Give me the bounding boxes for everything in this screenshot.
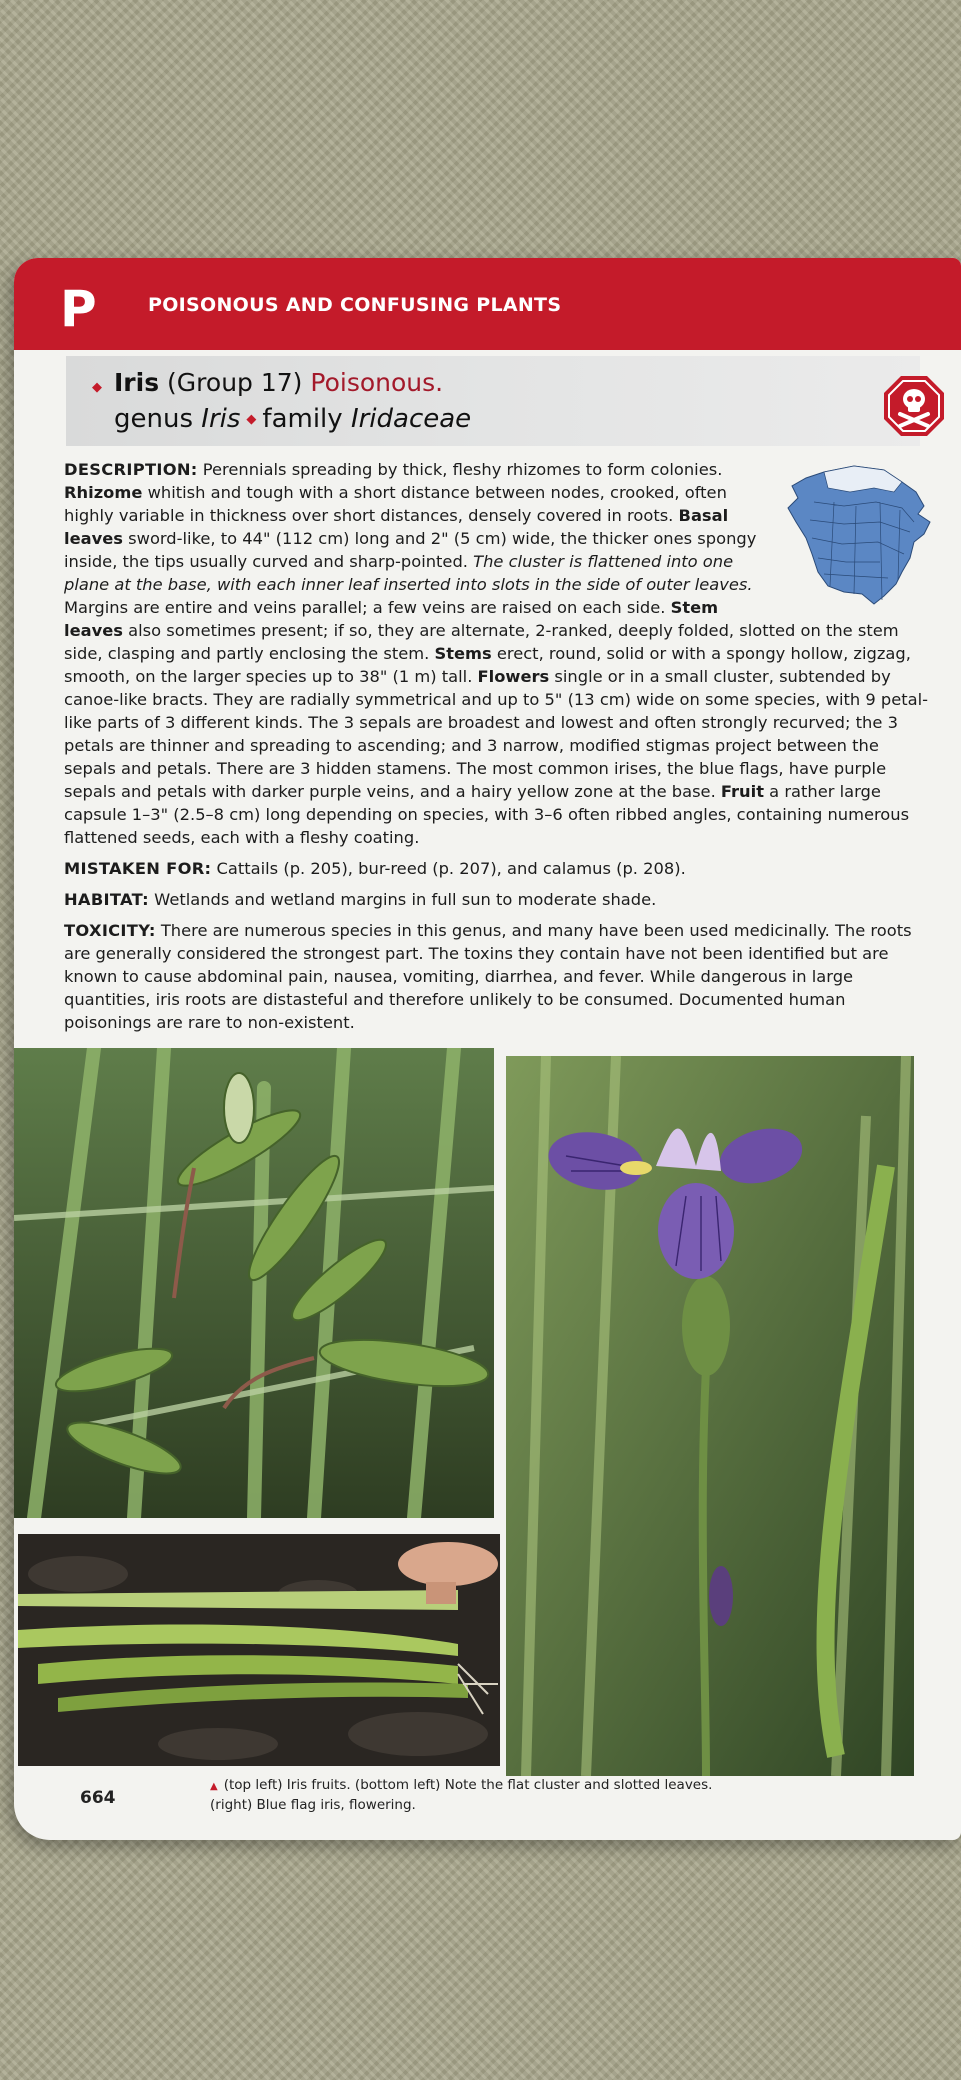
section-letter: P — [60, 280, 97, 338]
diamond-bullet-icon: ◆ — [92, 380, 102, 395]
taxonomy-line: genus Iris ◆ family Iridaceae — [114, 404, 472, 434]
caption-triangle-icon: ▲ — [210, 1781, 218, 1792]
photo-caption: ▲ (top left) Iris fruits. (bottom left) Note the flat cluster and slotted leaves. (right) Blue flag iris, flowering. — [210, 1777, 713, 1813]
book-page — [14, 258, 961, 1840]
description-label: DESCRIPTION: — [64, 460, 198, 479]
genus-name: Iris — [201, 404, 241, 434]
mistaken-for-paragraph: MISTAKEN FOR: Cattails (p. 205), bur-reed (p. 207), and calamus (p. 208). — [64, 859, 686, 878]
species-title-box — [66, 356, 920, 446]
poison-status: Poisonous. — [310, 368, 444, 397]
photo-blue-flag-iris — [506, 1056, 914, 1776]
article-body — [64, 458, 934, 1042]
skull-crossbones-icon — [882, 374, 946, 438]
toxicity-label: TOXICITY: — [64, 921, 156, 940]
range-map — [784, 462, 934, 614]
section-banner — [14, 258, 961, 350]
toxicity-paragraph: TOXICITY: There are numerous species in this genus, and many have been used medicinally. The roots are generally considered the strongest part. The toxins they contain have not been identified but are known to cause abdominal pain, nausea, vomiting, diarrhea, and fever. While dangerous in large quantities, iris roots are distasteful and therefore unlikely to be consumed. Documented human poisonings are rare to non-existent. — [64, 921, 912, 1032]
photo-slotted-leaves — [18, 1534, 500, 1766]
description-paragraph: DESCRIPTION: Perennials spreading by thick, fleshy rhizomes to form colonies. Rhizome whitish and tough with a short distance between nodes, crooked, often highly variable in thickness over short distances, densely covered in roots. Basal leaves sword-like, to 44" (112 cm) long and 2" (5 cm) wide, the thicker ones spongy inside, the tips usually curved and sharp-pointed. The cluster is flattened into one plane at the base, with each inner leaf inserted into slots in the side of outer leaves. Margins are entire and veins parallel; a few veins are raised on each side. Stem leaves also sometimes present; if so, they are alternate, 2-ranked, deeply folded, slotted on the stem side, clasping and partly enclosing the stem. Stems erect, round, solid or with a spongy hollow, zigzag, smooth, on the larger species up to 38" (1 m) tall. Flowers single or in a small cluster, subtended by canoe-like bracts. They are radially symmetrical and up to 5" (13 cm) wide on some species, with 9 petal-like parts of 3 different kinds. The 3 sepals are broadest and lowest and often strongly recurved; the 3 petals are thinner and spreading to ascending; and 3 narrow, modified stigmas project between the sepals and petals. There are 3 hidden stamens. The most common irises, the blue flags, have purple sepals and petals with darker purple veins, and a hairy yellow zone at the base. Fruit a rather large capsule 1–3" (2.5–8 cm) long depending on species, with 3–6 often ribbed angles, containing numerous flattened seeds, each with a fleshy coating. — [64, 458, 934, 849]
habitat-label: HABITAT: — [64, 890, 149, 909]
diamond-separator-icon: ◆ — [246, 412, 257, 427]
habitat-paragraph: HABITAT: Wetlands and wetland margins in full sun to moderate shade. — [64, 890, 657, 909]
photo-iris-fruits — [14, 1048, 502, 1518]
group-label: (Group 17) — [167, 368, 303, 397]
common-name: Iris — [114, 368, 160, 397]
species-name-line — [114, 368, 443, 397]
family-name: Iridaceae — [350, 404, 472, 434]
page-number: 664 — [80, 1788, 116, 1808]
mistaken-for-label: MISTAKEN FOR: — [64, 859, 212, 878]
section-title: POISONOUS AND CONFUSING PLANTS — [148, 294, 562, 316]
